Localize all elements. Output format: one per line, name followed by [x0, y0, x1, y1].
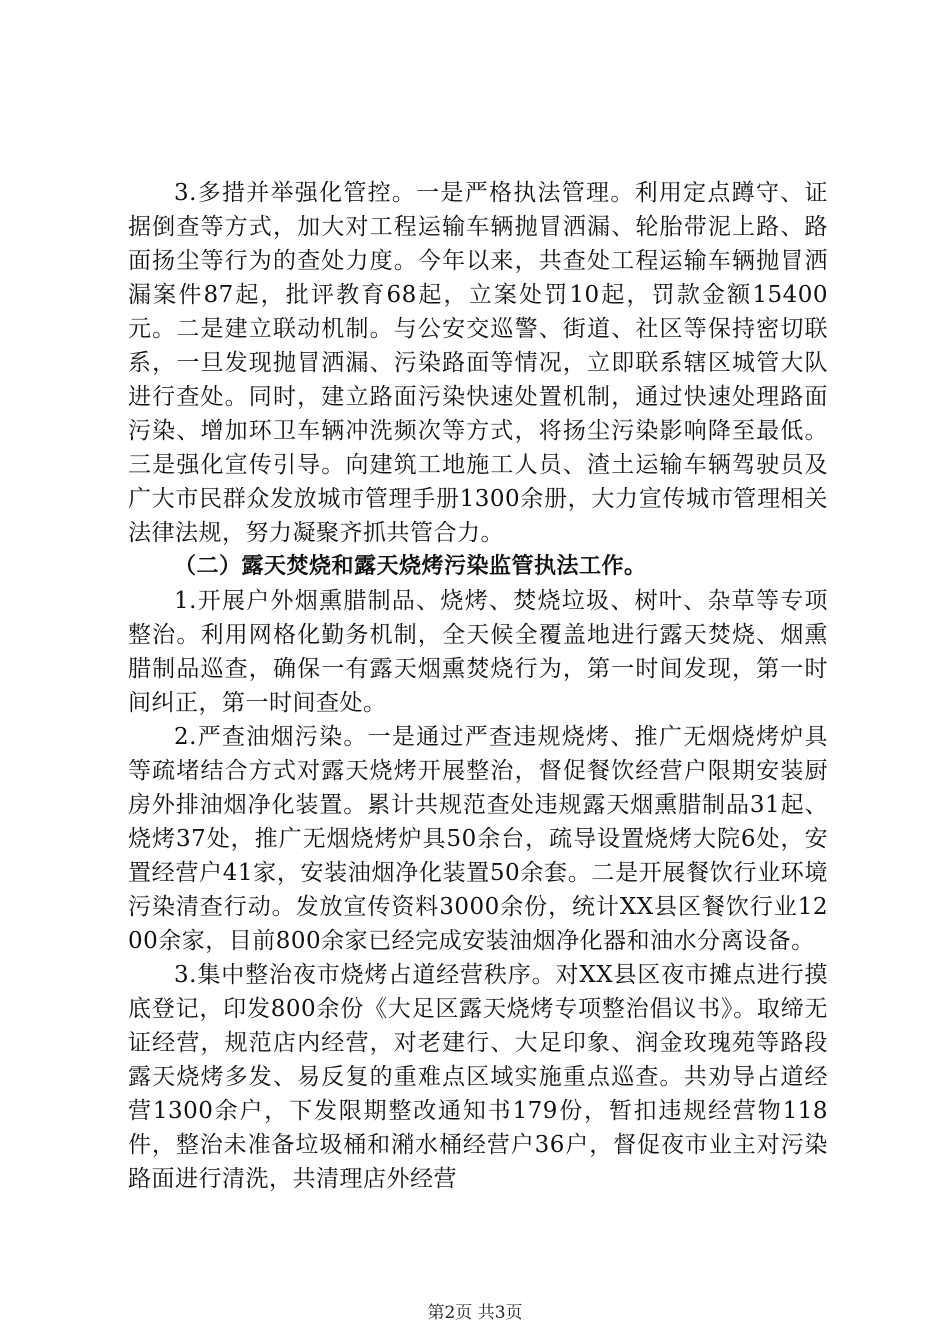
paragraph-outdoor-burning: 1.开展户外烟熏腊制品、烧烤、焚烧垃圾、树叶、杂草等专项整治。利用网格化勤务机制，全天候全覆盖地进行露天焚烧、烟熏腊制品巡查，确保一有露天烟熏焚烧行为，第一时间发现，第一时间纠正，第一时间查处。	[128, 588, 828, 716]
section-heading: （二）露天焚烧和露天烧烤污染监管执法工作。	[174, 554, 647, 579]
document-body	[128, 176, 828, 1196]
paragraph-oil-smoke: 2.严查油烟污染。一是通过严查违规烧烤、推广无烟烧烤炉具等疏堵结合方式对露天烧烤开展整治，督促餐饮经营户限期安装厨房外排油烟净化装置。累计共规范查处违规露天烟熏腊制品31起、烧烤37处，推广无烟烧烤炉具50余台，疏导设置烧烤大院6处，安置经营户41家，安装油烟净化装置50余套。二是开展餐饮行业环境污染清查行动。发放宣传资料3000余份，统计XX县区餐饮行业1200余家，目前800余家已经完成安装油烟净化器和油水分离设备。	[128, 724, 828, 954]
paragraph-measures: 3.多措并举强化管控。一是严格执法管理。利用定点蹲守、证据倒查等方式，加大对工程运输车辆抛冒洒漏、轮胎带泥上路、路面扬尘等行为的查处力度。今年以来，共查处工程运输车辆抛冒洒漏案件87起，批评教育68起，立案处罚10起，罚款金额15400元。二是建立联动机制。与公安交巡警、街道、社区等保持密切联系，一旦发现抛冒洒漏、污染路面等情况，立即联系辖区城管大队进行查处。同时，建立路面污染快速处置机制，通过快速处理路面污染、增加环卫车辆冲洗频次等方式，将扬尘污染影响降至最低。三是强化宣传引导。向建筑工地施工人员、渣土运输车辆驾驶员及广大市民群众发放城市管理手册1300余册，大力宣传城市管理相关法律法规，努力凝聚齐抓共管合力。	[128, 180, 828, 546]
paragraph-night-market: 3.集中整治夜市烧烤占道经营秩序。对XX县区夜市摊点进行摸底登记，印发800余份《大足区露天烧烤专项整治倡议书》。取缔无证经营，规范店内经营，对老建行、大足印象、润金玫瑰苑等路段露天烧烤多发、易反复的重难点区域实施重点巡查。共劝导占道经营1300余户，下发限期整改通知书179份，暂扣违规经营物118件，整治未准备垃圾桶和潲水桶经营户36户，督促夜市业主对污染路面进行清洗，共清理店外经营	[128, 962, 828, 1192]
page-footer: 第2页 共3页	[427, 1303, 523, 1323]
